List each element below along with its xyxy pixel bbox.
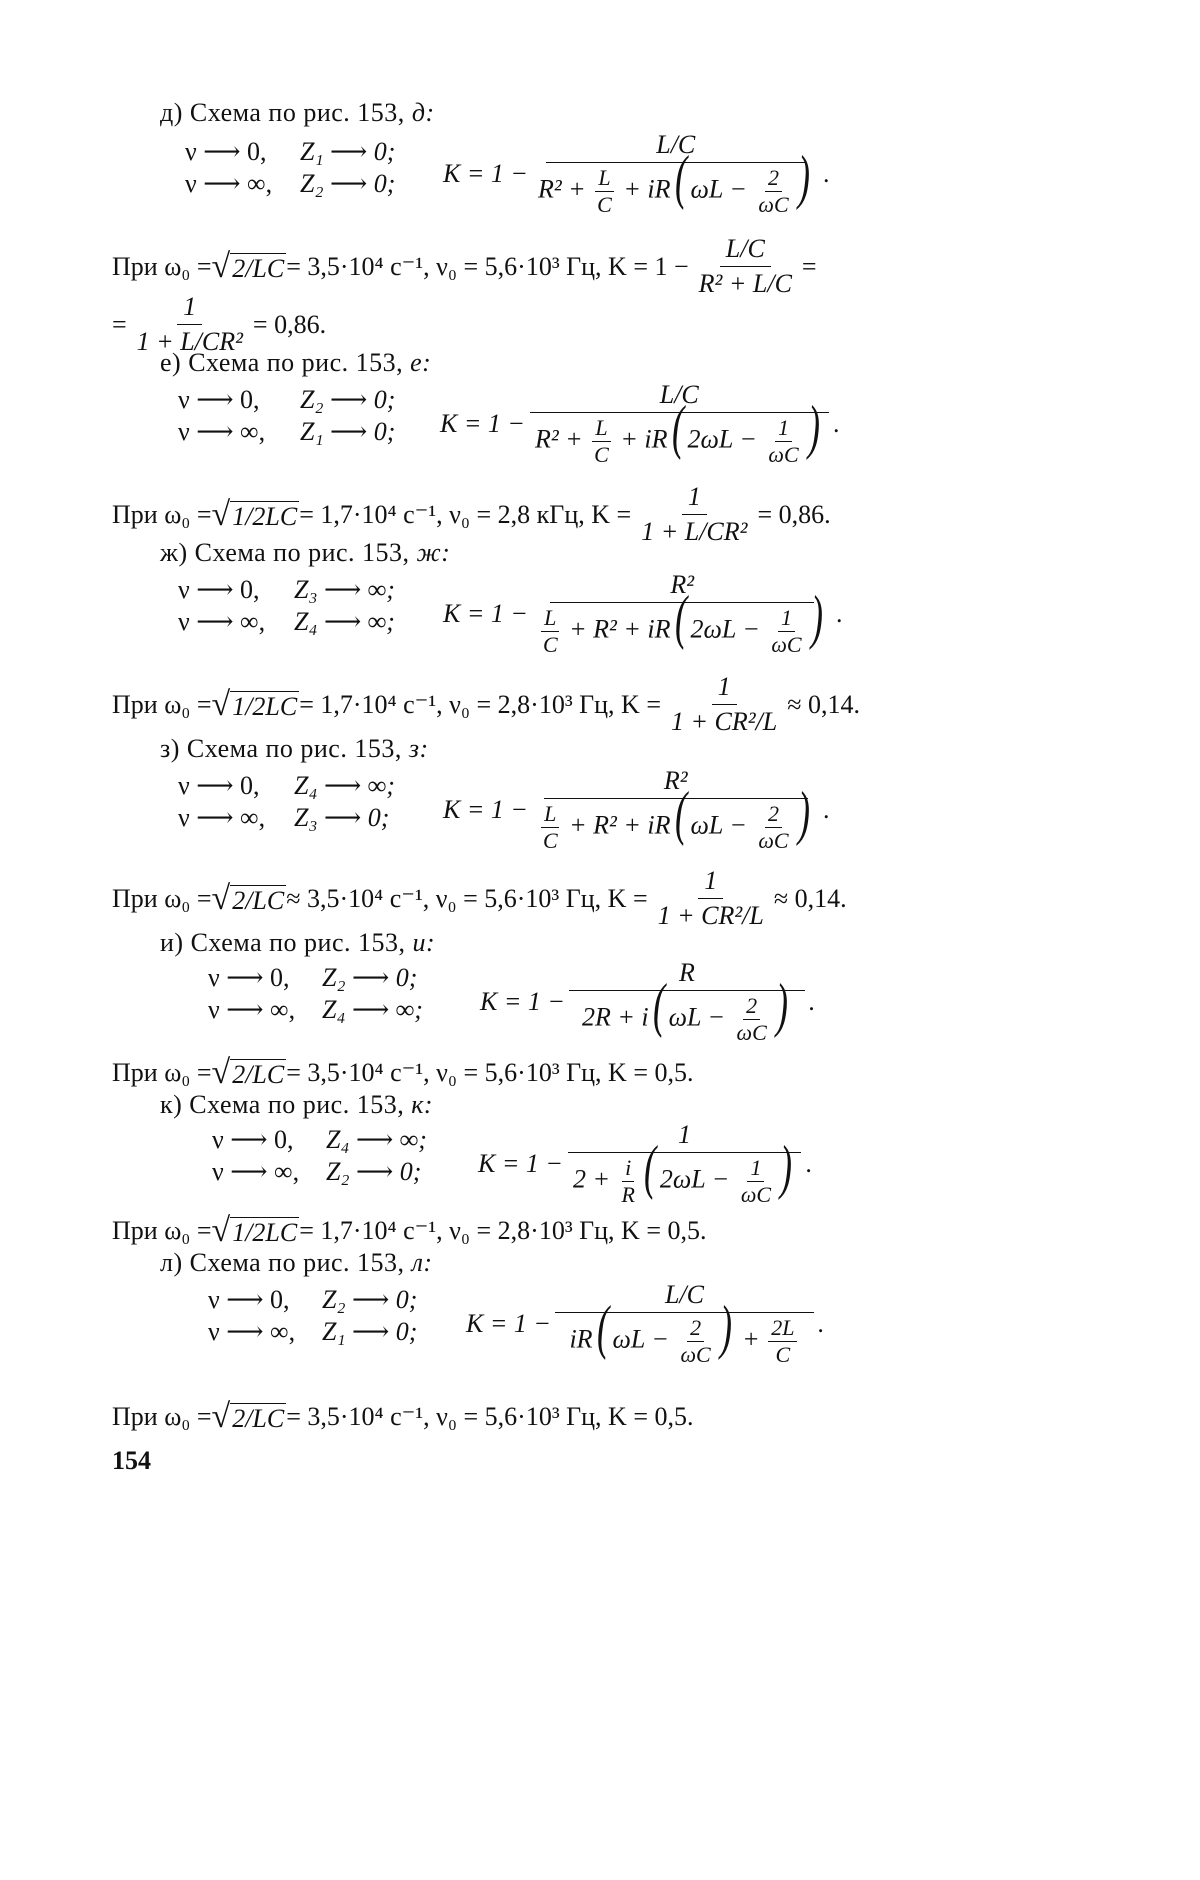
result-line-d1: При ω₀ = √ 2/LC = 3,5·10⁴ с⁻¹, ν₀ = 5,6·10³ Гц, K = 1 − $\frac{L/C}{\text{R² + L/C}}$ =: [112, 234, 817, 298]
formula-i: K = 1 − R 2R + i( ωL − $\frac{2}{\omega C}$ ) .: [480, 958, 816, 1045]
formula-z: K = 1 − R² $\frac{L}{C}$ + R² + iR( ωL − $\frac{2}{\omega C}$ ) .: [443, 766, 831, 853]
result-line-i: При ω₀ = √ 2/LC = 3,5·10⁴ с⁻¹, ν₀ = 5,6·10³ Гц, K = 0,5.: [112, 1054, 694, 1091]
limit-impedance: Z₂ ⟶ 0;: [326, 1157, 422, 1186]
result-line-e: При ω₀ = √ 1/2LC = 1,7·10⁴ с⁻¹, ν₀ = 2,8 кГц, K = $\frac{1}{\text{1 + L/CR²}}$ = 0,86.: [112, 482, 831, 546]
limit-impedance: Z₁ ⟶ 0;: [300, 417, 396, 446]
limit-line: ν ⟶ ∞,: [178, 803, 266, 832]
section-heading-zh: ж) Схема по рис. 153, ж:: [160, 538, 451, 567]
limit-impedance: Z₂ ⟶ 0;: [322, 1285, 418, 1314]
page-number: 154: [112, 1446, 151, 1475]
limit-impedance: Z₄ ⟶ ∞;: [294, 607, 395, 636]
result-line-zh: При ω₀ = √ 1/2LC = 1,7·10⁴ с⁻¹, ν₀ = 2,8·10³ Гц, K = $\frac{1}{\text{1 + CR²/L}}$ ≈ 0,14.: [112, 672, 861, 736]
limit-line: ν ⟶ 0,: [178, 771, 260, 800]
limit-impedance: Z₁ ⟶ 0;: [322, 1317, 418, 1346]
limit-line: ν ⟶ ∞,: [208, 995, 296, 1024]
formula-d: K = 1 − L/C R² + $\frac{L}{C}$ + iR( ωL − $\frac{2}{\omega C}$ ) .: [443, 130, 831, 217]
section-heading-k: к) Схема по рис. 153, к:: [160, 1090, 434, 1119]
limit-line: ν ⟶ 0,: [208, 963, 290, 992]
limit-line: ν ⟶ 0,: [178, 385, 260, 414]
figure-ref: д:: [411, 98, 435, 127]
section-heading-l: л) Схема по рис. 153, л:: [160, 1248, 433, 1277]
section-heading-d: [160, 98, 435, 128]
limit-line: ν ⟶ ∞,: [208, 1317, 296, 1346]
result-line-k: При ω₀ = √ 1/2LC = 1,7·10⁴ с⁻¹, ν₀ = 2,8·10³ Гц, K = 0,5.: [112, 1212, 707, 1249]
limit-impedance: Z₂ ⟶ 0;: [300, 169, 396, 198]
result-line-d2: = $\frac{1}{\text{1 + L/CR²}}$ = 0,86.: [112, 292, 327, 356]
formula-zh: K = 1 − R² $\frac{L}{C}$ + R² + iR( 2ωL − $\frac{1}{\omega C}$ ) .: [443, 570, 844, 657]
limit-line: ν ⟶ 0,: [212, 1125, 294, 1154]
limit-line: ν ⟶ 0,: [185, 137, 267, 166]
limit-impedance: Z₄ ⟶ ∞;: [326, 1125, 427, 1154]
limit-impedance: Z₃ ⟶ 0;: [294, 803, 390, 832]
heading-label: д) Схема по рис. 153,: [160, 98, 412, 127]
limit-impedance: Z₂ ⟶ 0;: [300, 385, 396, 414]
limit-impedance: Z₂ ⟶ 0;: [322, 963, 418, 992]
limit-line: ν ⟶ ∞,: [212, 1157, 300, 1186]
result-line-z: При ω₀ = √ 2/LC ≈ 3,5·10⁴ с⁻¹, ν₀ = 5,6·10³ Гц, K = $\frac{1}{\text{1 + CR²/L}}$ ≈ 0,14.: [112, 866, 847, 930]
limit-impedance: Z₁ ⟶ 0;: [300, 137, 396, 166]
limit-line: ν ⟶ 0,: [178, 575, 260, 604]
limit-line: ν ⟶ ∞,: [178, 417, 266, 446]
limit-impedance: Z₄ ⟶ ∞;: [322, 995, 423, 1024]
limit-line: ν ⟶ 0,: [208, 1285, 290, 1314]
formula-k: K = 1 − 1 2 + $\frac{i}{R}$ ( 2ωL − $\frac{1}{\omega C}$ ) .: [478, 1120, 813, 1207]
limit-line: ν ⟶ ∞,: [185, 169, 273, 198]
result-line-l: При ω₀ = √ 2/LC = 3,5·10⁴ с⁻¹, ν₀ = 5,6·10³ Гц, K = 0,5.: [112, 1398, 694, 1435]
formula-e: K = 1 − L/C R² + $\frac{L}{C}$ + iR( 2ωL − $\frac{1}{\omega C}$ ) .: [440, 380, 841, 467]
section-heading-i: и) Схема по рис. 153, и:: [160, 928, 436, 957]
formula-l: K = 1 − L/C iR( ωL − $\frac{2}{\omega C}$ ) + $\frac{2L}{C}$ .: [466, 1280, 825, 1367]
section-heading-e: е) Схема по рис. 153, е:: [160, 348, 432, 377]
limit-impedance: Z₃ ⟶ ∞;: [294, 575, 395, 604]
limit-impedance: Z₄ ⟶ ∞;: [294, 771, 395, 800]
limit-line: ν ⟶ ∞,: [178, 607, 266, 636]
sqrt-expression: √ 2/LC: [211, 247, 285, 285]
section-heading-z: з) Схема по рис. 153, з:: [160, 734, 429, 763]
